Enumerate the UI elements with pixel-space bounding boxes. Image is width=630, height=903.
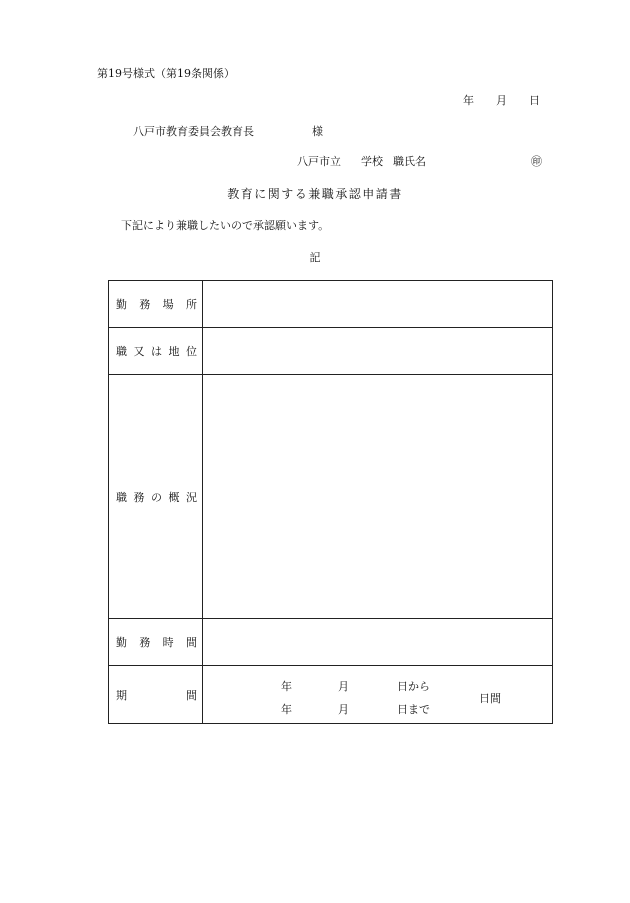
form-number: 第19号様式（第19条関係） <box>97 67 235 80</box>
addressee-honorific: 様 <box>312 125 323 138</box>
label-duties: 職 務 の 概 況 <box>109 375 203 619</box>
field-position[interactable] <box>203 328 553 375</box>
sender-school-prefix: 八戸市立 <box>297 155 341 168</box>
label-hours: 勤 務 時 間 <box>109 619 203 666</box>
intro-text: 下記により兼職したいので承認願います。 <box>121 219 330 232</box>
sender-school-suffix: 学校 <box>361 155 383 168</box>
addressee <box>133 126 323 137</box>
record-table <box>108 280 553 724</box>
ki-heading: 記 <box>309 251 321 264</box>
label-work-place: 勤 務 場 所 <box>109 281 203 328</box>
table-row-period <box>109 666 553 724</box>
field-work-place[interactable] <box>203 281 553 328</box>
seal-mark: ㊞ <box>531 155 542 168</box>
sender-line <box>297 156 426 167</box>
date-year: 年 <box>463 94 474 107</box>
document-title: 教育に関する兼職承認申請書 <box>227 187 403 201</box>
date-line <box>463 95 540 106</box>
table-row-hours <box>109 619 553 666</box>
field-duties[interactable] <box>203 375 553 619</box>
label-position: 職 又 は 地 位 <box>109 328 203 375</box>
field-hours[interactable] <box>203 619 553 666</box>
date-day: 日 <box>529 94 540 107</box>
label-period: 期 間 <box>109 666 203 724</box>
table-row-position <box>109 328 553 375</box>
date-month: 月 <box>496 94 507 107</box>
field-period[interactable]: 年 月 日から 年 月 日まで 日間 <box>203 666 553 724</box>
addressee-name: 八戸市教育委員会教育長 <box>133 125 254 138</box>
table-row-duties <box>109 375 553 619</box>
sender-name-label: 職氏名 <box>393 155 426 168</box>
period-total: 日間 <box>479 692 501 705</box>
table-row-work-place <box>109 281 553 328</box>
